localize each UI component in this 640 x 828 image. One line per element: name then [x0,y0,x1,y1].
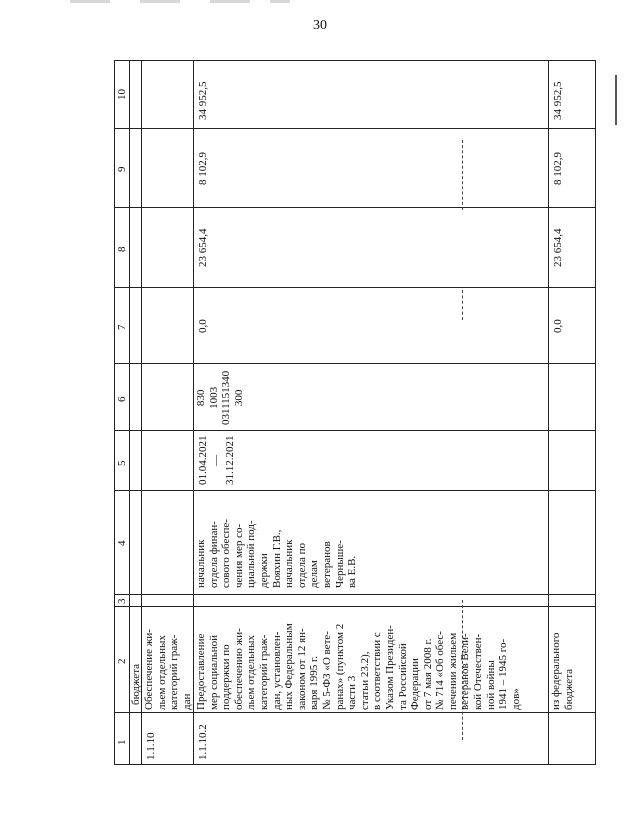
col-divider [114,207,596,208]
row-divider [129,60,130,765]
col-divider [114,363,596,364]
col-header-2: 2 [116,658,128,664]
scan-artifact [210,0,250,3]
scan-artifact [140,0,180,3]
row-responsible: начальник отдела финан- сового обеспе- чения мер со- циальной под- держки Вояхин Г.В., начальник отдела по делам ветеранов Чернышe- ва Е.В. [195,519,359,588]
col-header-9: 9 [116,166,128,172]
col-header-5: 5 [116,460,128,466]
top-row-budget: бюджета [130,663,142,705]
value-col7: 0,0 [197,319,209,333]
col-divider [114,287,596,288]
scan-dash [462,290,463,320]
value-col9: 8 102,9 [197,152,209,185]
col-header-10: 10 [116,89,128,100]
row-code-1-1-10-2: 1.1.10.2 [197,724,209,760]
row-name-1-1-10: Обеспечение жи- льем отдельных категорий граж- дан [143,629,193,710]
col-header-8: 8 [116,246,128,252]
row-divider [548,60,549,765]
margin-bar [615,75,617,125]
page-number: 30 [313,18,327,33]
bottom-col10: 34 952,5 [552,81,564,120]
period-dash: — [210,455,222,466]
period-end: 31.12.2021 [224,435,236,485]
scan-artifact [270,0,290,3]
col-header-6: 6 [116,396,128,402]
value-col8: 23 654,4 [197,228,209,267]
col-divider [114,490,596,491]
col-header-4: 4 [116,540,128,546]
bottom-col7: 0,0 [552,319,564,333]
value-col10: 34 952,5 [197,81,209,120]
col-header-7: 7 [116,324,128,330]
scan-artifact [70,0,110,3]
col-divider [114,606,596,607]
bottom-col9: 8 102,9 [552,152,564,185]
col-divider [114,430,596,431]
col-divider [114,594,596,595]
col-header-1: 1 [116,739,128,745]
col-header-3: 3 [116,598,128,604]
bottom-row-label: из федерального бюджета [550,632,575,710]
kbk-code: 830 1003 0311151340 300 [195,370,245,425]
period-start: 01.04.2021 [197,435,209,485]
row-name-1-1-10-2: Предоставление мер социальной поддержки по обеспечению жи- льем отдельных категорий граж- дан, установлен- ных Федеральным законом от 12 ян- варя 1995 г. № 5-ФЗ «О вете- ранах» (пунктом 2 части 3 статьи 23.2), в соответствии с Указом Президен- та Российской Федерации от 7 мая 2008 г. № 714 «Об обес- печении жильем ветеранов Вели- кой Отечествен- ной войны 1941 – 1945 го- дов» [195,623,522,710]
bottom-col8: 23 654,4 [552,228,564,267]
row-divider [141,60,142,765]
scan-dash [462,140,463,210]
col-divider [114,712,596,713]
col-divider [114,128,596,129]
row-code-1-1-10: 1.1.10 [145,732,157,760]
